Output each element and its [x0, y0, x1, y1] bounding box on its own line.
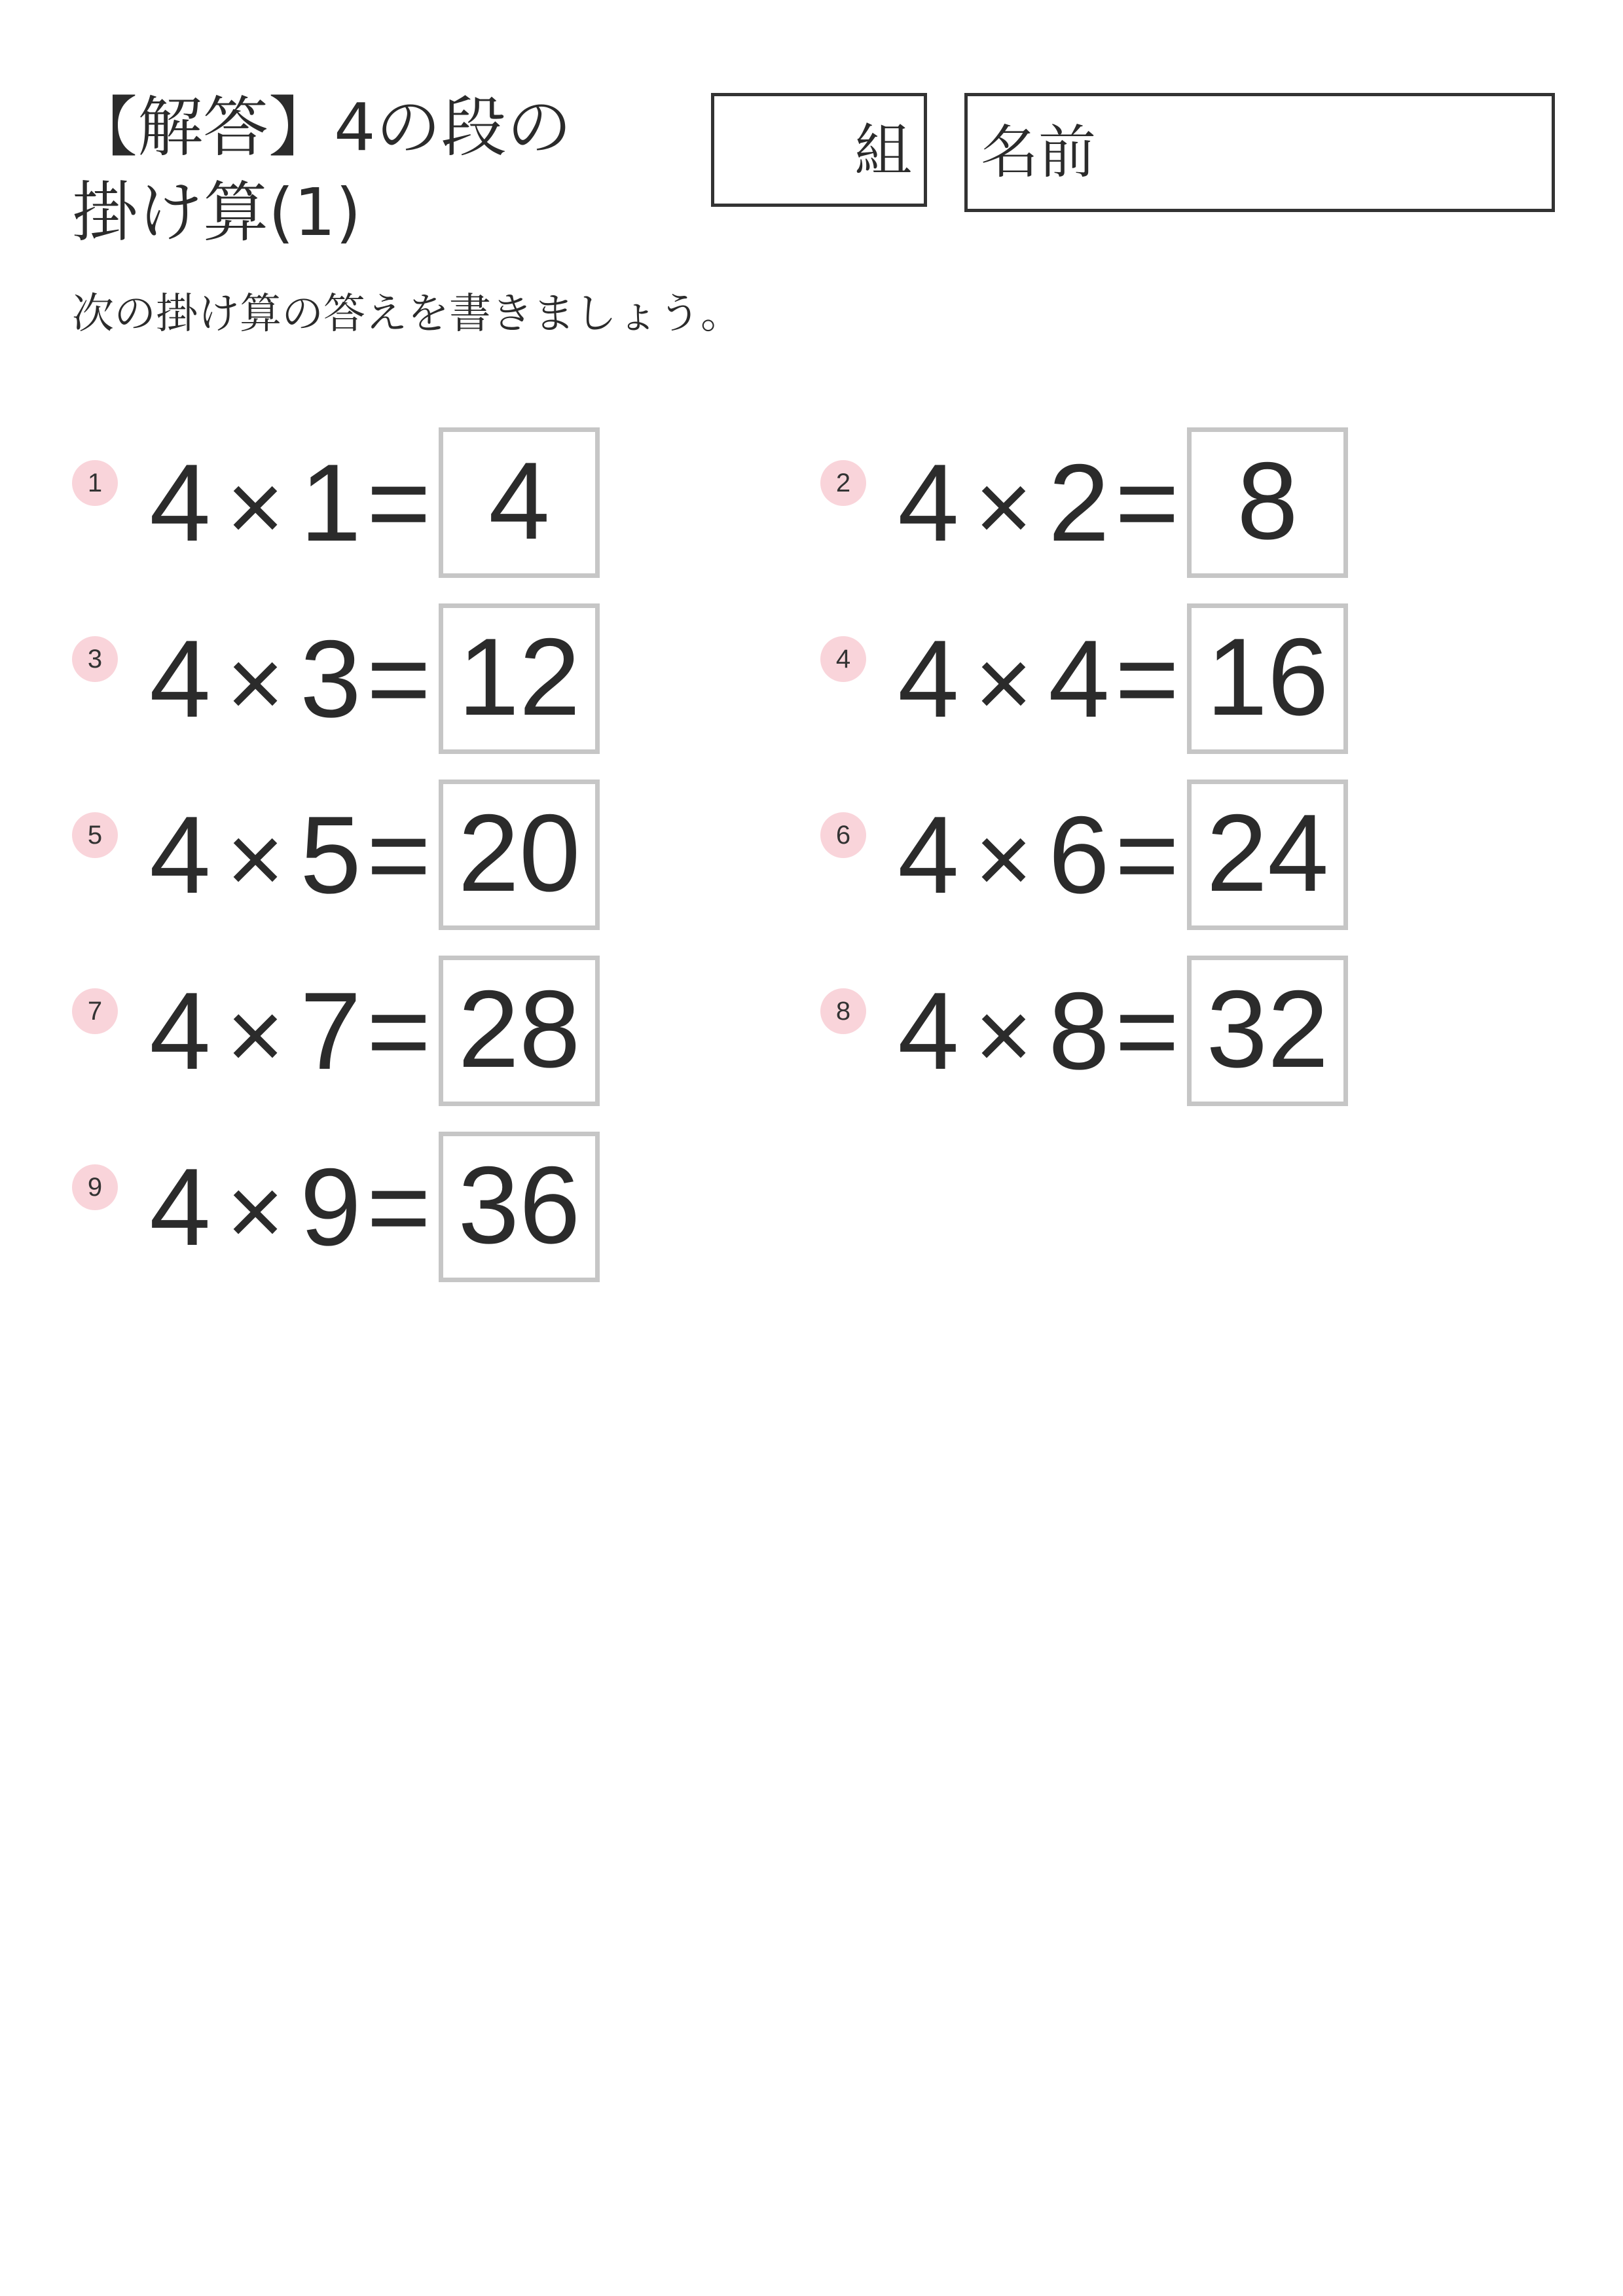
page-title-line-2: 掛け算(1) [72, 174, 361, 251]
problem-item [72, 427, 687, 578]
operand-b: 5 [300, 793, 361, 916]
problem-number-badge: 4 [820, 636, 866, 682]
problem-item [820, 956, 1436, 1106]
equals-sign: = [367, 1145, 431, 1268]
problem-number-badge: 7 [72, 988, 118, 1034]
problem-number-badge: 1 [72, 460, 118, 506]
operand-a: 4 [149, 617, 211, 740]
problem-number-badge: 3 [72, 636, 118, 682]
problem-item [72, 956, 687, 1106]
operand-a: 4 [898, 617, 959, 740]
operand-a: 4 [898, 793, 959, 916]
name-field[interactable] [964, 93, 1555, 212]
operand-b: 4 [1048, 617, 1110, 740]
page-title-line-1: 【解答】4の段の [72, 89, 572, 166]
equals-sign: = [367, 617, 431, 740]
problem-expression [144, 617, 431, 741]
multiply-sign: × [227, 804, 284, 914]
answer-box[interactable]: 4 [439, 427, 600, 578]
answer-box[interactable]: 12 [439, 603, 600, 754]
answer-box[interactable]: 32 [1187, 956, 1348, 1106]
multiply-sign: × [227, 452, 284, 562]
problem-expression [144, 1145, 431, 1269]
problem-expression [144, 440, 431, 565]
operand-a: 4 [898, 441, 959, 564]
multiply-sign: × [975, 452, 1032, 562]
operand-a: 4 [149, 441, 211, 564]
answer-box[interactable]: 20 [439, 780, 600, 930]
operand-b: 6 [1048, 793, 1110, 916]
problem-number-badge: 2 [820, 460, 866, 506]
answer-box[interactable]: 8 [1187, 427, 1348, 578]
operand-b: 7 [300, 969, 361, 1092]
operand-a: 4 [898, 969, 959, 1092]
multiply-sign: × [975, 628, 1032, 738]
page-title [72, 85, 661, 255]
problem-number-badge: 8 [820, 988, 866, 1034]
answer-box[interactable]: 28 [439, 956, 600, 1106]
equals-sign: = [1115, 441, 1180, 564]
answer-box[interactable]: 24 [1187, 780, 1348, 930]
operand-b: 2 [1048, 441, 1110, 564]
operand-b: 1 [300, 441, 361, 564]
problem-expression [144, 793, 431, 917]
equals-sign: = [367, 441, 431, 564]
equals-sign: = [1115, 617, 1180, 740]
equals-sign: = [367, 969, 431, 1092]
problem-expression [892, 440, 1180, 565]
answer-box[interactable]: 36 [439, 1132, 600, 1282]
problem-expression [892, 617, 1180, 741]
multiply-sign: × [975, 980, 1032, 1090]
operand-b: 8 [1048, 969, 1110, 1092]
operand-a: 4 [149, 969, 211, 1092]
equals-sign: = [1115, 793, 1180, 916]
equals-sign: = [367, 793, 431, 916]
problem-expression [144, 969, 431, 1093]
operand-a: 4 [149, 793, 211, 916]
problem-item [820, 427, 1436, 578]
problem-item [72, 1132, 687, 1282]
class-field[interactable] [711, 93, 927, 207]
class-label: 組 [854, 117, 912, 185]
name-label: 名前 [981, 118, 1097, 186]
multiply-sign: × [227, 628, 284, 738]
answer-box[interactable]: 16 [1187, 603, 1348, 754]
problem-item [72, 603, 687, 754]
problem-expression [892, 793, 1180, 917]
operand-a: 4 [149, 1145, 211, 1268]
multiply-sign: × [975, 804, 1032, 914]
problem-expression [892, 969, 1180, 1093]
problem-item [72, 780, 687, 930]
multiply-sign: × [227, 980, 284, 1090]
problem-number-badge: 5 [72, 812, 118, 858]
instruction-text: 次の掛け算の答えを書きましょう。 [72, 290, 742, 338]
multiply-sign: × [227, 1156, 284, 1266]
problem-number-badge: 6 [820, 812, 866, 858]
problem-item [820, 603, 1436, 754]
operand-b: 9 [300, 1145, 361, 1268]
equals-sign: = [1115, 969, 1180, 1092]
problem-number-badge: 9 [72, 1164, 118, 1210]
operand-b: 3 [300, 617, 361, 740]
problem-item [820, 780, 1436, 930]
